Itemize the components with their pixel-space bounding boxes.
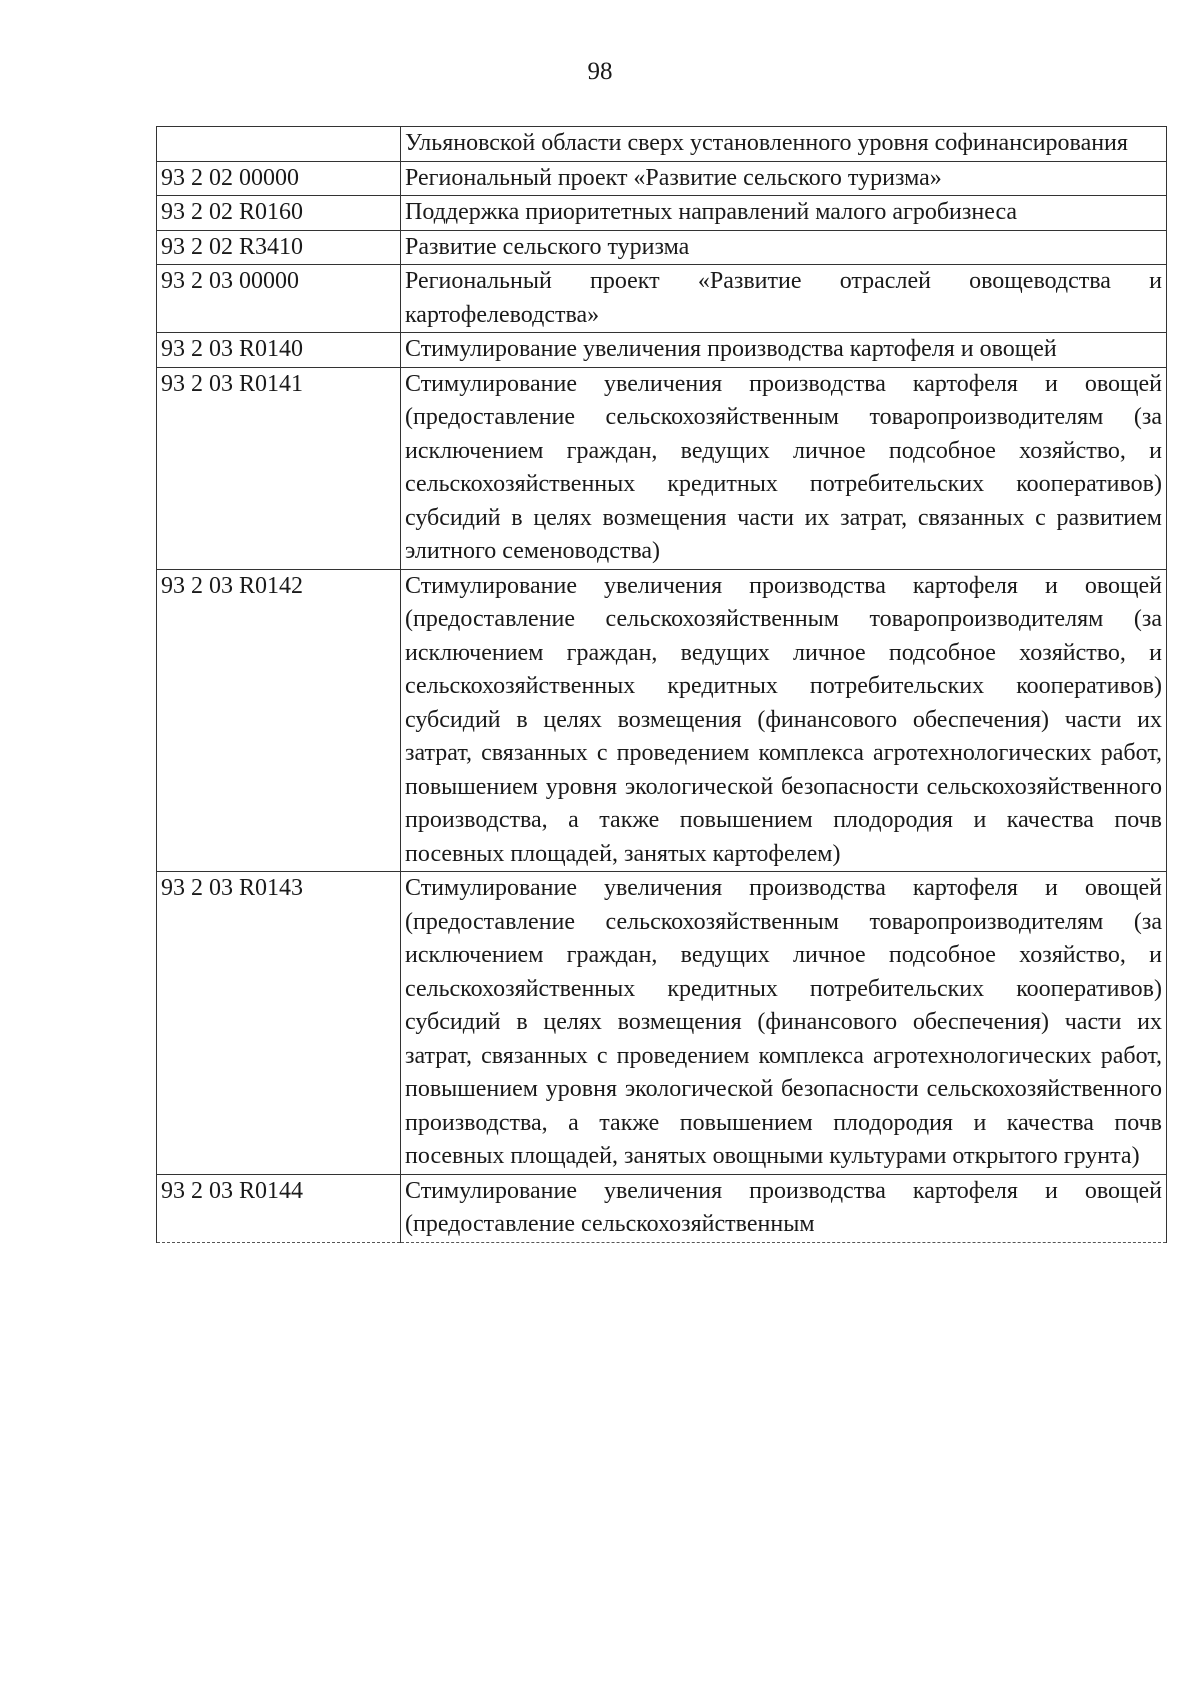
code-cell: 93 2 03 00000 bbox=[157, 265, 401, 333]
code-cell: 93 2 02 R0160 bbox=[157, 196, 401, 231]
name-cell: Стимулирование увеличения производства картофеля и овощей (предоставление сельскохозяйственным товаропроизводителям (за исключением граждан, ведущих личное подсобное хозяйство, и сельскохозяйственных кредитных потребительских кооперативов) субсидий в целях возмещения части их затрат, связанных с развитием элитного семеноводства) bbox=[401, 367, 1167, 569]
page-number: 98 bbox=[587, 58, 613, 85]
name-cell: Региональный проект «Развитие сельского туризма» bbox=[401, 161, 1167, 196]
name-cell: Стимулирование увеличения производства картофеля и овощей bbox=[401, 333, 1167, 368]
budget-classification-table bbox=[156, 126, 1167, 1243]
name-cell: Стимулирование увеличения производства картофеля и овощей (предоставление сельскохозяйственным bbox=[401, 1174, 1167, 1242]
code-cell: 93 2 02 R3410 bbox=[157, 230, 401, 265]
table-row bbox=[157, 127, 1167, 162]
code-cell: 93 2 03 R0144 bbox=[157, 1174, 401, 1242]
table-row bbox=[157, 196, 1167, 231]
table-row bbox=[157, 161, 1167, 196]
code-cell: 93 2 02 00000 bbox=[157, 161, 401, 196]
code-cell: 93 2 03 R0140 bbox=[157, 333, 401, 368]
code-cell: 93 2 03 R0141 bbox=[157, 367, 401, 569]
table-row bbox=[157, 367, 1167, 569]
name-cell: Стимулирование увеличения производства картофеля и овощей (предоставление сельскохозяйственным товаропроизводителям (за исключением граждан, ведущих личное подсобное хозяйство, и сельскохозяйственных кредитных потребительских кооперативов) субсидий в целях возмещения (финансового обеспечения) части их затрат, связанных с проведением комплекса агротехнологических работ, повышением уровня экологической безопасности сельскохозяйственного производства, а также повышением плодородия и качества почв посевных площадей, занятых картофелем) bbox=[401, 569, 1167, 872]
name-cell: Развитие сельского туризма bbox=[401, 230, 1167, 265]
table-row bbox=[157, 265, 1167, 333]
code-cell: 93 2 03 R0142 bbox=[157, 569, 401, 872]
code-cell: 93 2 03 R0143 bbox=[157, 872, 401, 1175]
name-cell: Стимулирование увеличения производства картофеля и овощей (предоставление сельскохозяйственным товаропроизводителям (за исключением граждан, ведущих личное подсобное хозяйство, и сельскохозяйственных кредитных потребительских кооперативов) субсидий в целях возмещения (финансового обеспечения) части их затрат, связанных с проведением комплекса агротехнологических работ, повышением уровня экологической безопасности сельскохозяйственного производства, а также повышением плодородия и качества почв посевных площадей, занятых овощными культурами открытого грунта) bbox=[401, 872, 1167, 1175]
name-cell: Поддержка приоритетных направлений малого агробизнеса bbox=[401, 196, 1167, 231]
table-row bbox=[157, 872, 1167, 1175]
table-row bbox=[157, 230, 1167, 265]
code-cell bbox=[157, 127, 401, 162]
table-row bbox=[157, 333, 1167, 368]
table-row bbox=[157, 1174, 1167, 1242]
name-cell: Региональный проект «Развитие отраслей овощеводства и картофелеводства» bbox=[401, 265, 1167, 333]
table-row bbox=[157, 569, 1167, 872]
name-cell: Ульяновской области сверх установленного уровня софинансирования bbox=[401, 127, 1167, 162]
